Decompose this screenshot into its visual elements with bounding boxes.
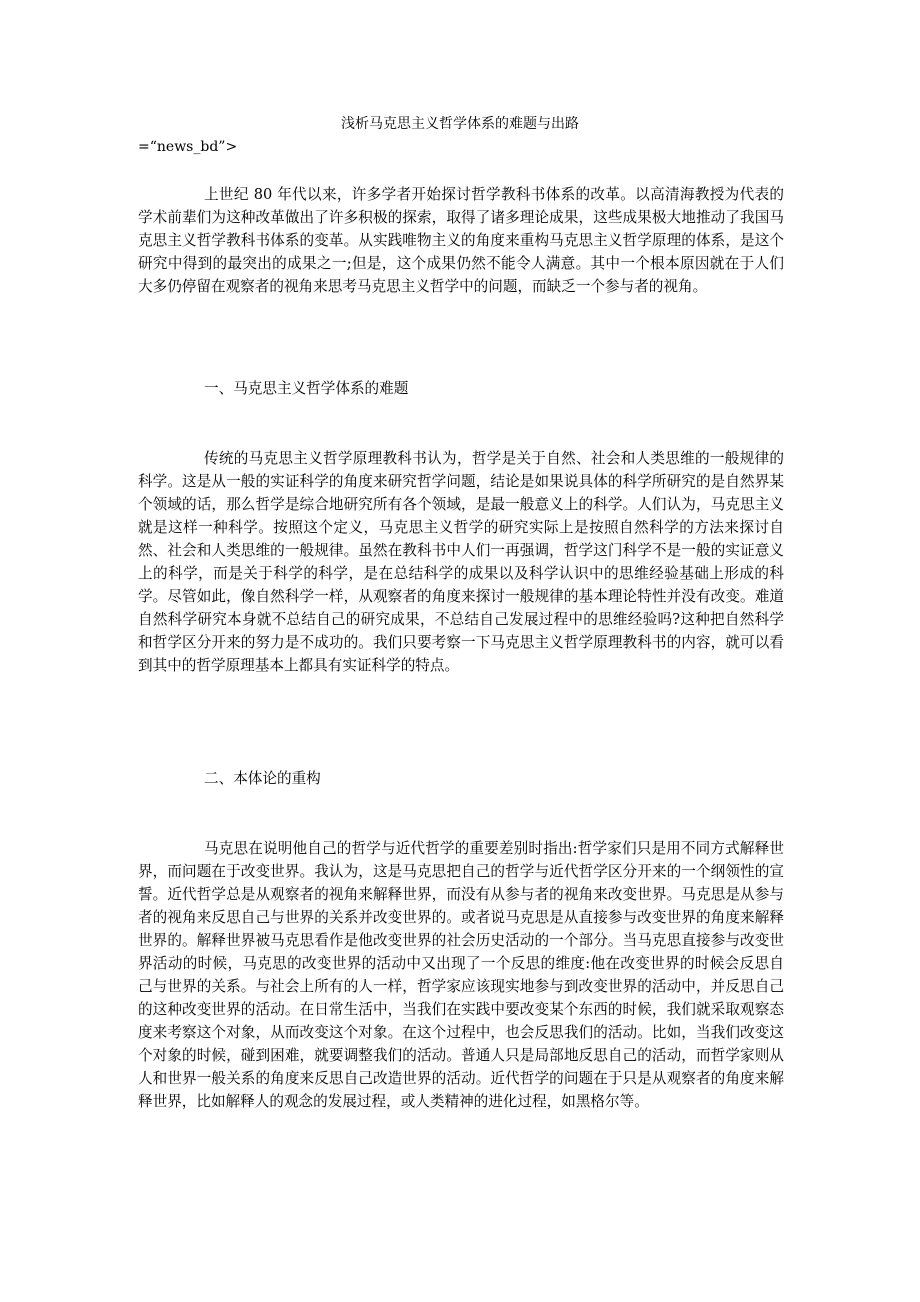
paragraph-section-1: 传统的马克思主义哲学原理教科书认为，哲学是关于自然、社会和人类思维的一般规律的科学。这是从一般的实证科学的角度来研究哲学问题，结论是如果说具体的科学所研究的是自然界某个领域的话，那么哲学是综合地研究所有各个领域，是最一般意义上的科学。人们认为，马克思主义就是这样一种科学。按照这个定义，马克思主义哲学的研究实际上是按照自然科学的方法来探讨自然、社会和人类思维的一般规律。虽然在教科书中人们一再强调，哲学这门科学不是一般的实证意义上的科学，而是关于科学的科学，是在总结科学的成果以及科学认识中的思维经验基础上形成的科学。尽管如此，像自然科学一样，从观察者的角度来探讨一般规律的基本理论特性并没有改变。难道自然科学研究本身就不总结自己的研究成果，不总结自己发展过程中的思维经验吗?这种把自然科学和哲学区分开来的努力是不成功的。我们只要考察一下马克思主义哲学原理教科书的内容，就可以看到其中的哲学原理基本上都具有实证科学的特点。 — [138, 450, 784, 674]
paragraph-section-2: 马克思在说明他自己的哲学与近代哲学的重要差别时指出:哲学家们只是用不同方式解释世界，而问题在于改变世界。我认为，这是马克思把自己的哲学与近代哲学区分开来的一个纲领性的宣誓。近代哲学总是从观察者的视角来解释世界，而没有从参与者的视角来改变世界。马克思是从参与者的视角来反思自己与世界的关系并改变世界的。或者说马克思是从直接参与改变世界的角度来解释世界的。解释世界被马克思看作是他改变世界的社会历史活动的一个部分。当马克思直接参与改变世界活动的时候，马克思的改变世界的活动中又出现了一个反思的维度:他在改变世界的时候会反思自己与世界的关系。与社会上所有的人一样，哲学家应该现实地参与到改变世界的活动中，并反思自己的这种改变世界的活动。在日常生活中，当我们在实践中要改变某个东西的时候，我们就采取观察态度来考察这个对象，从而改变这个对象。在这个过程中，也会反思我们的活动。比如，当我们改变这个对象的时候，碰到困难，就要调整我们的活动。普通人只是局部地反思自己的活动，而哲学家则从人和世界一般关系的角度来反思自己改造世界的活动。近代哲学的问题在于只是从观察者的角度来解释世界，比如解释人的观念的发展过程，或人类精神的进化过程，如黑格尔等。 — [138, 840, 784, 1110]
html-artifact-text: =“news_bd”> — [138, 139, 238, 155]
document-title: 浅析马克思主义哲学体系的难题与出路 — [341, 116, 579, 132]
section-heading-2: 二、本体论的重构 — [204, 770, 321, 787]
section-heading-1: 一、马克思主义哲学体系的难题 — [204, 380, 409, 397]
paragraph-intro: 上世纪 80 年代以来，许多学者开始探讨哲学教科书体系的改革。以高清海教授为代表的学术前辈们为这种改革做出了许多积极的探索，取得了诸多理论成果，这些成果极大地推动了我国马克思主义哲学教科书体系的变革。从实践唯物主义的角度来重构马克思主义哲学原理的体系，是这个研究中得到的最突出的成果之一;但是，这个成果仍然不能令人满意。其中一个根本原因就在于人们大多仍停留在观察者的视角来思考马克思主义哲学中的问题，而缺乏一个参与者的视角。 — [138, 186, 784, 295]
